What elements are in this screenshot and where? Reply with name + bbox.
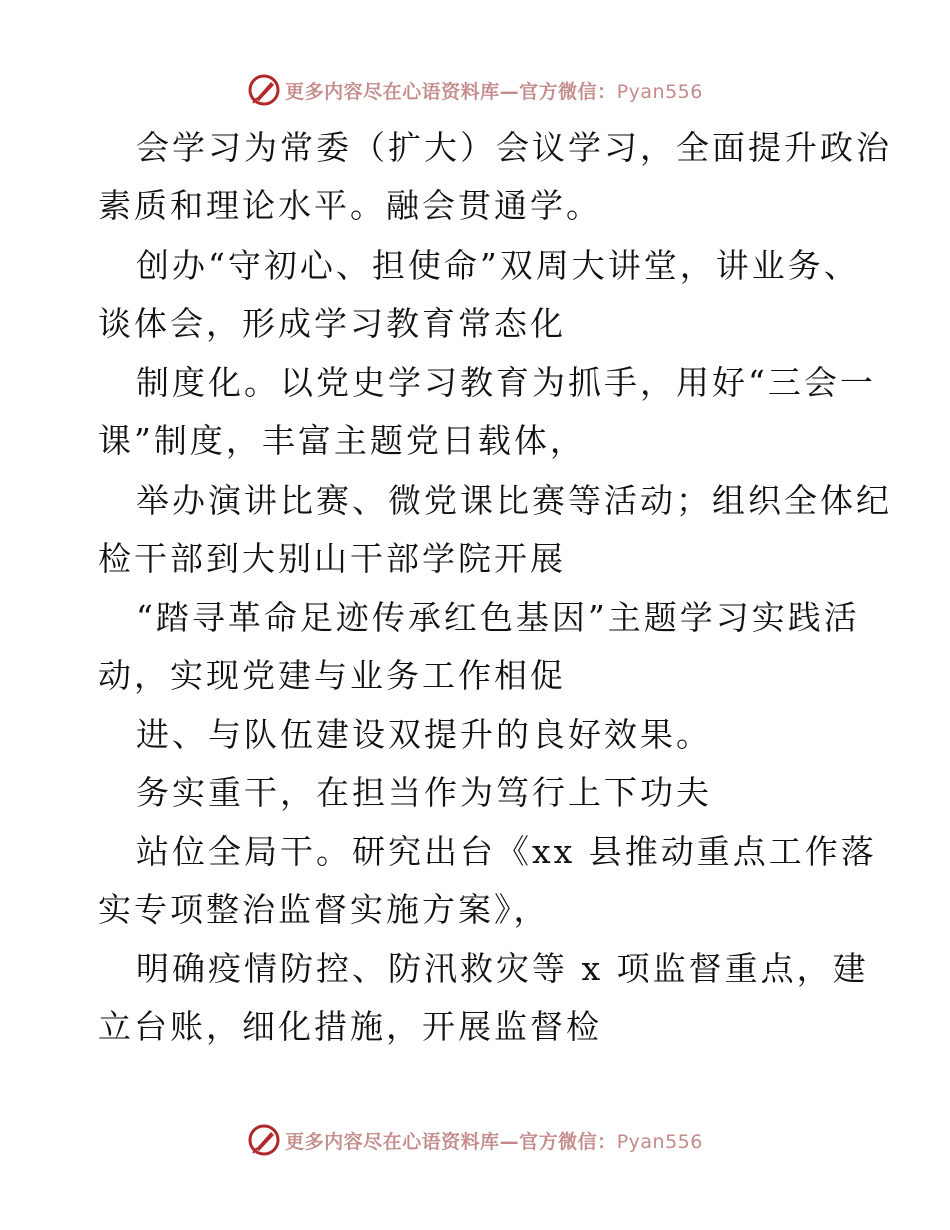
watermark-text: 更多内容尽在心语资料库—官方微信：Pyan556 (285, 1130, 703, 1153)
text-line: 谈体会，形成学习教育常态化 (98, 304, 566, 343)
text-line: 制度化。以党史学习教育为抓手，用好“三会一 (136, 363, 876, 402)
text-line: 实专项整治监督实施方案》， (98, 890, 550, 929)
text-line: 课”制度，丰富主题党日载体， (98, 421, 586, 460)
text-line: 务实重干，在担当作为笃行上下功夫 (136, 773, 712, 812)
watermark-header (0, 70, 950, 110)
text-line: 检干部到大别山干部学院开展 (98, 539, 566, 578)
watermark-text: 更多内容尽在心语资料库—官方微信：Pyan556 (285, 80, 703, 103)
text-line: 进、与队伍建设双提升的良好效果。 (136, 715, 712, 754)
quill-logo-icon (247, 73, 281, 107)
text-line: 动，实现党建与业务工作相促 (98, 656, 566, 695)
quill-logo-icon (247, 1123, 281, 1157)
text-line: 立台账，细化措施，开展监督检 (98, 1007, 602, 1046)
text-line: 站位全局干。研究出台《xx 县推动重点工作落 (136, 832, 877, 871)
watermark-footer (0, 1120, 950, 1160)
text-line: 创办“守初心、担使命”双周大讲堂，讲业务、 (136, 246, 860, 285)
text-line: “踏寻革命足迹传承红色基因”主题学习实践活 (136, 598, 860, 637)
text-line: 素质和理论水平。融会贯通学。 (98, 186, 602, 225)
text-line: 举办演讲比赛、微党课比赛等活动；组织全体纪 (136, 481, 892, 520)
text-line: 明确疫情防控、防汛救灾等 x 项监督重点，建 (136, 949, 869, 988)
text-line: 会学习为常委（扩大）会议学习，全面提升政治 (136, 128, 892, 167)
